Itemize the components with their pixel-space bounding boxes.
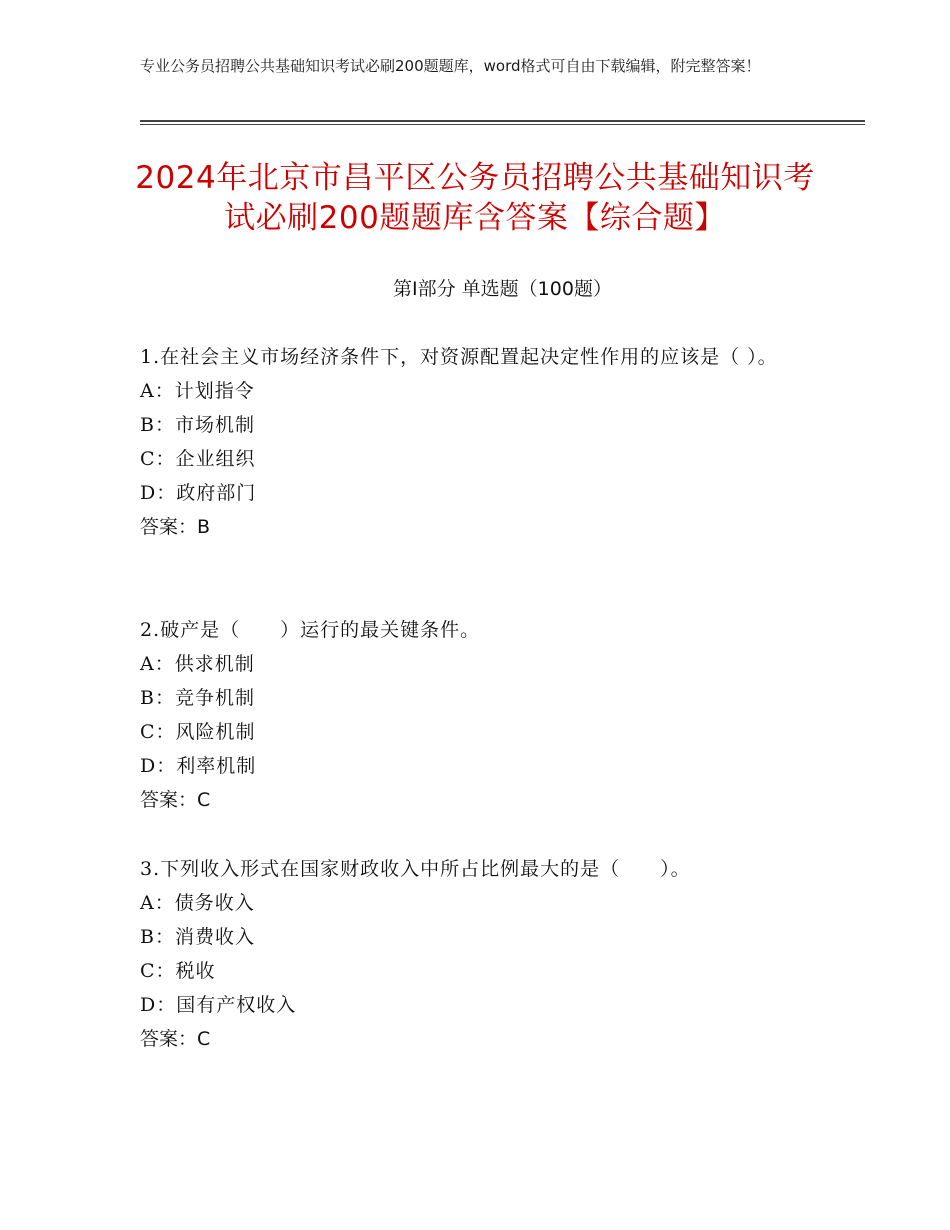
header-note: 专业公务员招聘公共基础知识考试必刷200题题库，word格式可自由下载编辑，附完整答案！ xyxy=(140,57,761,75)
option-a: A：债务收入 xyxy=(140,892,255,914)
question-3 xyxy=(140,852,800,1056)
question-1 xyxy=(140,340,800,544)
answer-label: 答案： xyxy=(140,1028,198,1050)
option-b: B：竞争机制 xyxy=(140,687,255,709)
option-c: C：税收 xyxy=(140,960,216,982)
answer-line xyxy=(140,783,800,817)
answer-value: C xyxy=(197,789,211,811)
answer-value: B xyxy=(197,516,211,538)
option-c: C：风险机制 xyxy=(140,721,256,743)
header-divider xyxy=(140,120,865,122)
question-2 xyxy=(140,613,800,817)
question-text: 1.在社会主义市场经济条件下，对资源配置起决定性作用的应该是（ ）。 xyxy=(140,346,778,368)
header-divider-thin xyxy=(140,124,865,125)
option-a: A：计划指令 xyxy=(140,380,255,402)
option-b: B：消费收入 xyxy=(140,926,255,948)
question-text: 3.下列收入形式在国家财政收入中所占比例最大的是（ ）。 xyxy=(140,858,691,880)
answer-value: C xyxy=(197,1028,211,1050)
answer-label: 答案： xyxy=(140,516,198,538)
option-d: D：国有产权收入 xyxy=(140,994,297,1016)
answer-line xyxy=(140,510,800,544)
option-d: D：利率机制 xyxy=(140,755,257,777)
answer-label: 答案： xyxy=(140,789,198,811)
answer-line xyxy=(140,1022,800,1056)
document-title: 2024年北京市昌平区公务员招聘公共基础知识考试必刷200题题库含答案【综合题】 xyxy=(135,160,815,236)
section-title: 第Ⅰ部分 单选题（100题） xyxy=(393,278,612,300)
option-a: A：供求机制 xyxy=(140,653,255,675)
option-b: B：市场机制 xyxy=(140,414,255,436)
question-text: 2.破产是（ ）运行的最关键条件。 xyxy=(140,619,481,641)
option-c: C：企业组织 xyxy=(140,448,256,470)
option-d: D：政府部门 xyxy=(140,482,257,504)
